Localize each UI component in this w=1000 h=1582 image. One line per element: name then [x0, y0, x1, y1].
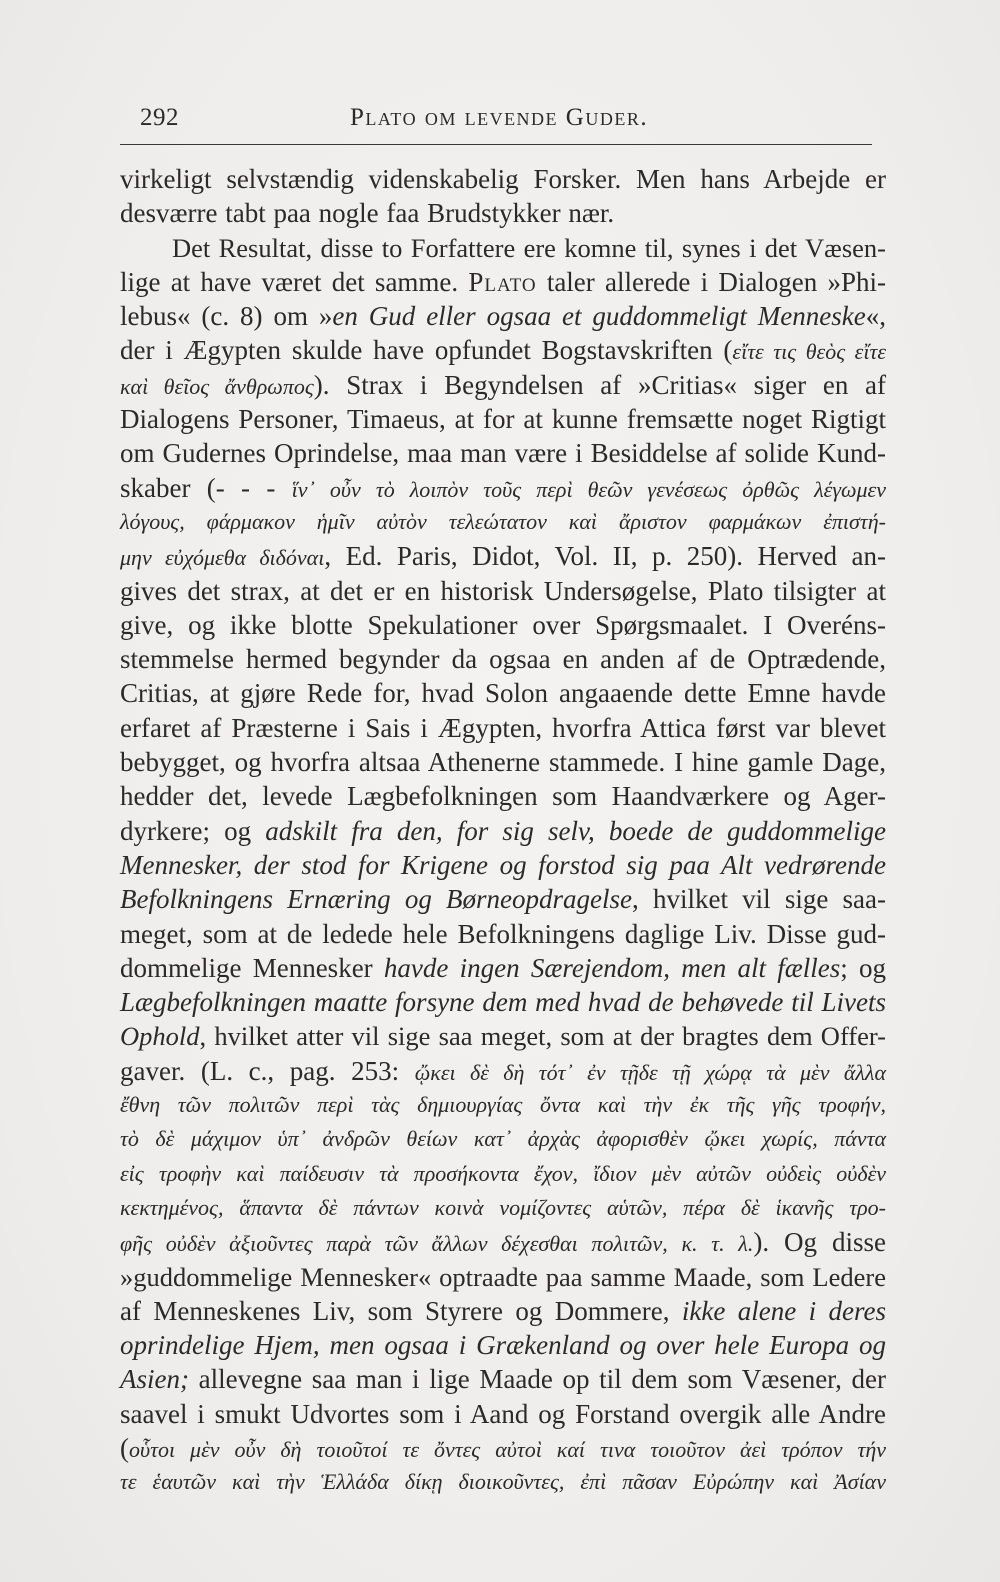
author-name: Plato [468, 266, 537, 297]
greek-text: καὶ θεῖος ἄνθρωπος [120, 373, 314, 399]
text-line: desværre tabt paa nogle faa Brudstykker nær. [120, 198, 615, 229]
text-line: om Gudernes Oprindelse, maa man være i Besiddelse af solide Kund- [120, 438, 886, 469]
running-title: Plato om levende Guder. [350, 104, 649, 131]
text-line: καὶ θεῖος ἄνθρωπος). Strax i Begyndelsen af »Critias« siger en af [120, 369, 886, 400]
text-line: φῆς οὐδὲν ἀξιοῦντες παρὰ τῶν ἄλλων δέχεσθαι πολιτῶν, κ. τ. λ.). Og disse [120, 1227, 886, 1258]
body-text [120, 162, 886, 1500]
text-line: stemmelse hermed begynder da ogsaa en anden af de Optrædende, [120, 644, 886, 675]
text-line: μην εὐχόμεθα διδόναι, Ed. Paris, Didot, Vol. II, p. 250). Herved an- [120, 541, 887, 572]
text-line: Det Resultat, disse to Forfattere ere komne til, synes i det Væsen- [172, 232, 886, 263]
text-line: (οὗτοι μὲν οὖν δὴ τοιοῦτοί τε ὄντες αὐτοὶ καί τινα τοιοῦτον ἀεὶ τρόπον τήν [120, 1432, 886, 1463]
text-line: dommelige Mennesker havde ingen Særejendom, men alt fælles; og [120, 952, 886, 983]
text-line: Lægbefolkningen maatte forsyne dem med hvad de behøvede til Livets [120, 987, 886, 1018]
text-line: Mennesker, der stod for Krigene og forstod sig paa Alt vedrørende [120, 849, 886, 880]
greek-text: μην εὐχόμεθα διδόναι [120, 545, 325, 571]
greek-line: λόγους, φάρμακον ἡμῖν αὐτὸν τελεώτατον καὶ ἄριστον φαρμάκων ἐπιστή- [120, 508, 886, 534]
text-line: saavel i smukt Udvortes som i Aand og Forstand overgik alle Andre [120, 1398, 886, 1429]
text-line: bebygget, og hvorfra altsaa Athenerne stammede. I hine gamle Dage, [120, 747, 886, 778]
greek-text: οὗτοι μὲν οὖν δὴ τοιοῦτοί τε ὄντες αὐτοὶ καί τινα τοιοῦτον ἀεὶ τρόπον τήν [129, 1436, 886, 1462]
text-line: der i Ægypten skulde have opfundet Bogstavskriften (εἴτε τις θεὸς εἴτε [120, 335, 886, 366]
text-line: dyrkere; og adskilt fra den, for sig selv, boede de guddommelige [120, 815, 886, 846]
page-number: 292 [140, 104, 179, 131]
greek-line: εἰς τροφὴν καὶ παίδευσιν τὰ προσήκοντα ἔχον, ἴδιον μὲν αὐτῶν οὐδεὶς οὐδὲν [120, 1160, 886, 1186]
text-line: gives det strax, at det er en historisk Undersøgelse, Plato tilsigter at [120, 575, 886, 606]
header-rule [120, 144, 872, 145]
greek-line: κεκτημένος, ἅπαντα δὲ πάντων κοινὰ νομίζοντες αὑτῶν, πέρα δὲ ἱκανῆς τρο- [120, 1194, 886, 1220]
text-line: meget, som at de ledede hele Befolkningens daglige Liv. Disse gud- [120, 918, 886, 949]
text-line: Befolkningens Ernæring og Børneopdragelse, hvilket vil sige saa- [120, 884, 886, 915]
text-line: Dialogens Personer, Timaeus, at for at kunne fremsætte noget Rigtigt [120, 404, 886, 435]
text-line: gaver. (L. c., pag. 253: ᾤκει δὲ δὴ τότ᾽ ἐν τῇδε τῇ χώρᾳ τὰ μὲν ἄλλα [120, 1055, 886, 1086]
greek-text: εἴτε τις θεὸς εἴτε [732, 339, 886, 365]
text-line: Asien; allevegne saa man i lige Maade op til dem som Væsener, der [120, 1364, 886, 1395]
text-line: lebus« (c. 8) om »en Gud eller ogsaa et guddommeligt Menneske«, [120, 301, 886, 332]
text-line: »guddommelige Mennesker« optraadte paa samme Maade, som Ledere [120, 1261, 886, 1292]
greek-line: ἔθνη τῶν πολιτῶν περὶ τὰς δημιουργίας ὄντα καὶ τὴν ἐκ τῆς γῆς τροφήν, [120, 1092, 886, 1118]
greek-text: φῆς οὐδὲν ἀξιοῦντες παρὰ τῶν ἄλλων δέχεσθαι πολιτῶν, κ. τ. λ. [120, 1231, 754, 1257]
text-line: af Menneskenes Liv, som Styrere og Dommere, ikke alene i deres [120, 1295, 886, 1326]
text-line: Ophold, hvilket atter vil sige saa meget, som at der bragtes dem Offer- [120, 1021, 886, 1052]
text-line: lige at have været det samme. Plato taler allerede i Dialogen »Phi- [120, 266, 887, 297]
text-line: oprindelige Hjem, men ogsaa i Grækenland og over hele Europa og [120, 1330, 886, 1361]
greek-line: τὸ δὲ μάχιμον ὑπ᾽ ἀνδρῶν θείων κατ᾽ ἀρχὰς ἀφορισθὲν ᾤκει χωρίς, πάντα [120, 1126, 886, 1152]
text-line: erfaret af Præsterne i Sais i Ægypten, hvorfra Attica først var blevet [120, 712, 886, 743]
text-line: Critias, at gjøre Rede for, hvad Solon angaaende dette Emne havde [120, 678, 886, 709]
page-header [0, 104, 1000, 144]
text-line: virkeligt selvstændig videnskabelig Forsker. Men hans Arbejde er [120, 164, 886, 194]
text-line: hedder det, levede Lægbefolkningen som Haandværkere og Ager- [120, 781, 886, 812]
text-line: give, og ikke blotte Spekulationer over Spørgsmaalet. I Overéns- [120, 609, 886, 640]
text-line: skaber (- - - ἵν᾽ οὖν τὸ λοιπὸν τοῦς περὶ θεῶν γενέσεως ὀρθῶς λέγωμεν [120, 472, 886, 503]
greek-text: ἵν᾽ οὖν τὸ λοιπὸν τοῦς περὶ θεῶν γενέσεως ὀρθῶς λέγωμεν [291, 476, 886, 502]
greek-text: ᾤκει δὲ δὴ τότ᾽ ἐν τῇδε τῇ χώρᾳ τὰ μὲν ἄλλα [414, 1059, 886, 1085]
greek-line: τε ἑαυτῶν καὶ τὴν Ἑλλάδα δίκῃ διοικοῦντες, ἐπὶ πᾶσαν Εὐρώπην καὶ Ἀσίαν [120, 1469, 886, 1495]
